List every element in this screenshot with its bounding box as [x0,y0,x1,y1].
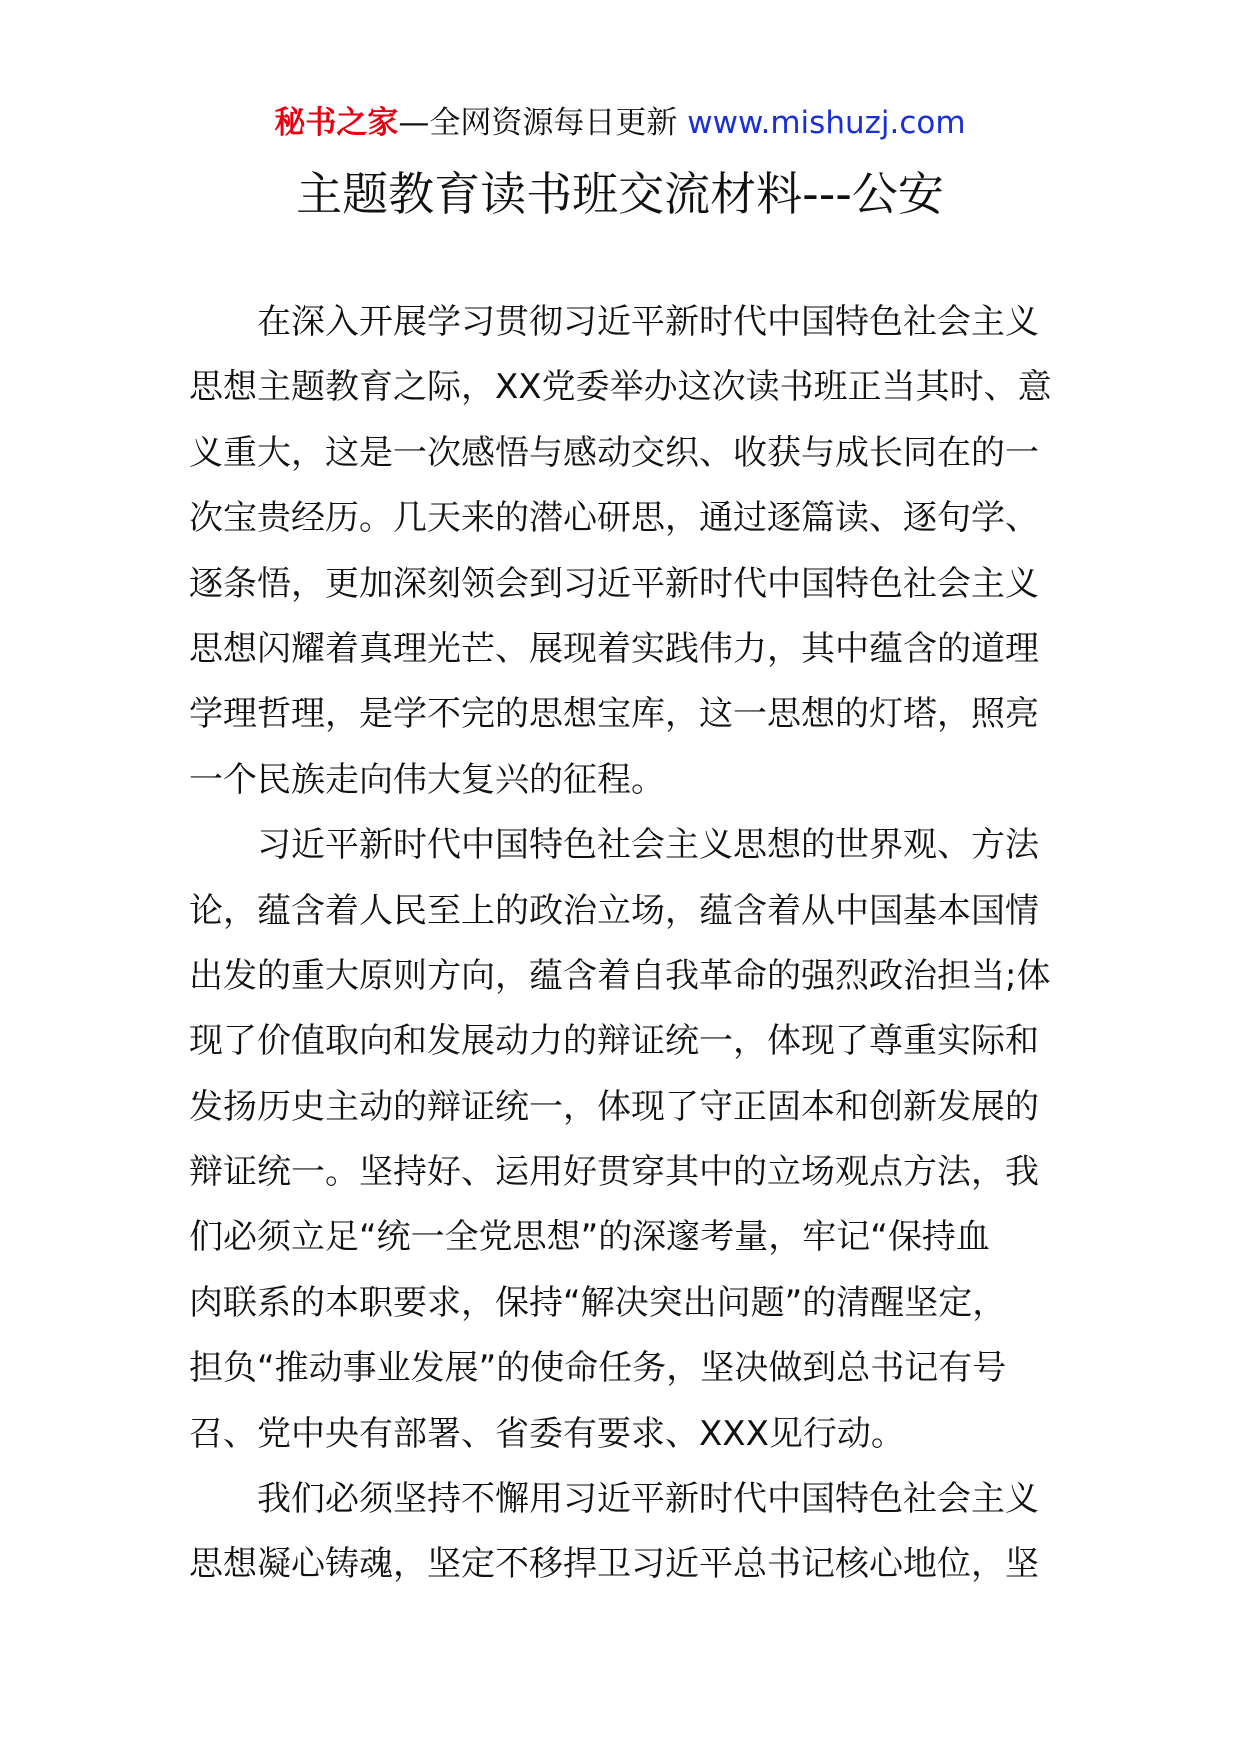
document-title: 主题教育读书班交流材料---公安 [296,167,944,221]
brand-name: 秘书之家 [274,105,399,141]
document-body [189,290,1069,1598]
paragraph-1-line: 逐条悟，更加深刻领会到习近平新时代中国特色社会主义 [189,563,1039,604]
paragraph-3-line: 我们必须坚持不懈用习近平新时代中国特色社会主义 [257,1479,1039,1520]
paragraph-1-line: 学理哲理，是学不完的思想宝库，这一思想的灯塔，照亮 [189,694,1039,735]
site-url-link[interactable]: www.mishuzj.com [687,105,966,141]
paragraph-2-line: 现了价值取向和发展动力的辩证统一，体现了尊重实际和 [189,1021,1039,1062]
paragraph-1-line: 在深入开展学习贯彻习近平新时代中国特色社会主义 [257,302,1039,342]
paragraph-2-line: 召、党中央有部署、省委有要求、XXX见行动。 [189,1413,905,1454]
paragraph-2-line: 习近平新时代中国特色社会主义思想的世界观、方法 [257,825,1039,866]
paragraph-2-line: 们必须立足“统一全党思想”的深邃考量，牢记“保持血 [189,1217,990,1258]
paragraph-2-line: 发扬历史主动的辩证统一，体现了守正固本和创新发展的 [189,1086,1039,1127]
paragraph-1-line: 思想闪耀着真理光芒、展现着实践伟力，其中蕴含的道理 [189,628,1039,669]
paragraph-2-line: 担负“推动事业发展”的使命任务，坚决做到总书记有号 [189,1348,1007,1389]
paragraph-1-line: 思想主题教育之际，XX党委举办这次读书班正当其时、意 [189,367,1052,408]
paragraph-1-line: 义重大，这是一次感悟与感动交织、收获与成长同在的一 [189,432,1039,473]
paragraph-2-line: 出发的重大原则方向，蕴含着自我革命的强烈政治担当;体 [189,955,1051,996]
paragraph-3-line: 思想凝心铸魂，坚定不移捍卫习近平总书记核心地位，坚 [189,1544,1039,1585]
paragraph-2-line: 肉联系的本职要求，保持“解决突出问题”的清醒坚定， [189,1282,1007,1323]
paragraph-2-line: 论，蕴含着人民至上的政治立场，蕴含着从中国基本国情 [189,890,1039,931]
header-tagline: —全网资源每日更新 [398,105,688,141]
paragraph-1-line: 一个民族走向伟大复兴的征程。 [189,759,665,800]
site-header [0,100,1240,146]
paragraph-1-line: 次宝贵经历。几天来的潜心研思，通过逐篇读、逐句学、 [189,498,1039,539]
paragraph-2-line: 辩证统一。坚持好、运用好贯穿其中的立场观点方法，我 [189,1152,1039,1193]
